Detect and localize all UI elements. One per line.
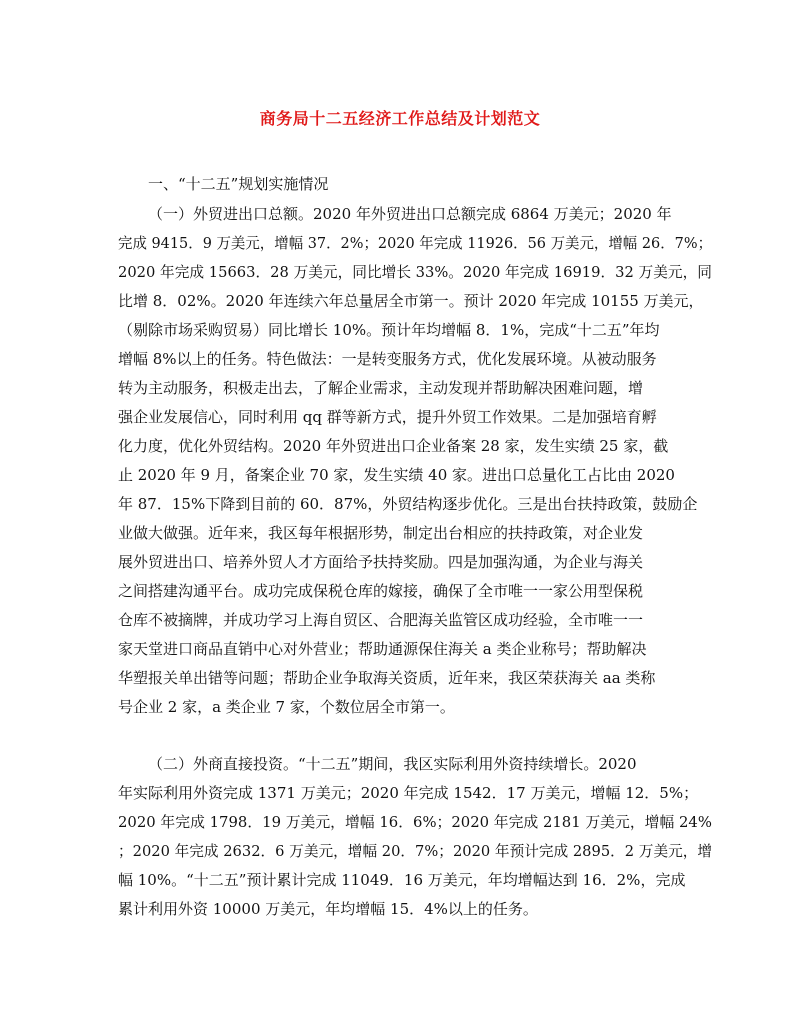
paragraph-line: 年 87．15%下降到目前的 60．87%，外贸结构逐步优化。三是出台扶持政策，鼓励企 [118, 495, 698, 513]
paragraph-line: 完成 9415．9 万美元，增幅 37．2%；2020 年完成 11926．56 万美元，增幅 26．7%； [118, 234, 713, 252]
paragraph-line: 转为主动服务，积极走出去，了解企业需求，主动发现并帮助解决困难问题，增 [118, 379, 644, 397]
paragraph-line: 累计利用外资 10000 万美元，年均增幅 15．4%以上的任务。 [118, 900, 538, 918]
paragraph-line: ；2020 年完成 2632．6 万美元，增幅 20．7%；2020 年预计完成 2895．2 万美元，增 [118, 842, 713, 860]
paragraph-line: 化力度，优化外贸结构。2020 年外贸进出口企业备案 28 家，发生实绩 25 家，截 [118, 437, 669, 455]
paragraph-line: 家天堂进口商品直销中心对外营业；帮助通源保住海关 a 类企业称号；帮助解决 [118, 640, 647, 658]
paragraph-line: 之间搭建沟通平台。成功完成保税仓库的嫁接，确保了全市唯一一家公用型保税 [118, 582, 644, 600]
paragraph-line: （二）外商直接投资。“十二五”期间，我区实际利用外资持续增长。2020 [148, 755, 637, 773]
section-heading: 一、“十二五”规划实施情况 [148, 175, 329, 193]
paragraph-line: 业做大做强。近年来，我区每年根据形势，制定出台相应的扶持政策，对企业发 [118, 524, 644, 542]
paragraph-line: 仓库不被摘牌，并成功学习上海自贸区、合肥海关监管区成功经验，全市唯一一 [118, 611, 644, 629]
paragraph-line: 比增 8．02%。2020 年连续六年总量居全市第一。预计 2020 年完成 10155 万美元， [118, 292, 704, 310]
paragraph-line: （一）外贸进出口总额。2020 年外贸进出口总额完成 6864 万美元；2020 年 [148, 205, 672, 223]
document-title: 商务局十二五经济工作总结及计划范文 [259, 109, 541, 128]
paragraph-line: 年实际利用外资完成 1371 万美元；2020 年完成 1542．17 万美元，增幅 12．5%； [118, 784, 699, 802]
paragraph-line: 华塑报关单出错等问题；帮助企业争取海关资质，近年来，我区荣获海关 aa 类称 [118, 669, 656, 687]
paragraph-line: 强企业发展信心，同时利用 qq 群等新方式，提升外贸工作效果。二是加强培育孵 [118, 408, 657, 426]
paragraph-line: 展外贸进出口、培养外贸人才方面给予扶持奖励。四是加强沟通，为企业与海关 [118, 553, 644, 571]
paragraph-line: 幅 10%。“十二五”预计累计完成 11049．16 万美元，年均增幅达到 16．2%，完成 [118, 871, 686, 889]
paragraph-line: 2020 年完成 1798．19 万美元，增幅 16．6%；2020 年完成 2181 万美元，增幅 24% [118, 813, 712, 831]
paragraph-line: 2020 年完成 15663．28 万美元，同比增长 33%。2020 年完成 16919．32 万美元，同 [118, 263, 712, 281]
paragraph-line: 号企业 2 家，a 类企业 7 家，个数位居全市第一。 [118, 698, 455, 716]
paragraph-line: 增幅 8%以上的任务。特色做法：一是转变服务方式，优化发展环境。从被动服务 [118, 350, 657, 368]
paragraph-line: 止 2020 年 9 月，备案企业 70 家，发生实绩 40 家。进出口总量化工占比由 2020 [118, 466, 675, 484]
paragraph-line: （剔除市场采购贸易）同比增长 10%。预计年均增幅 8．1%，完成“十二五”年均 [118, 321, 660, 339]
